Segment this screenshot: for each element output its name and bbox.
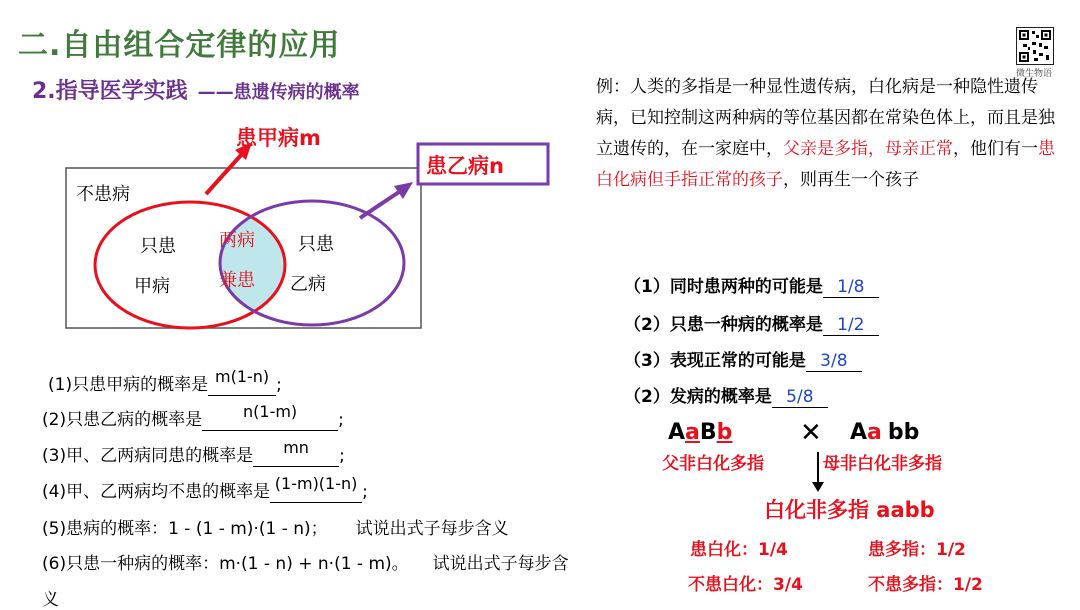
formula-5: (5)患病的概率：1 - (1 - m)·(1 - n)； 试说出式子每步含义: [42, 519, 509, 539]
arrow-b-head: [394, 182, 413, 199]
father-genotype: AaBb: [668, 420, 733, 445]
father-label: 父非白化多指: [662, 454, 764, 474]
outside-label: 不患病: [76, 184, 130, 205]
arrow-b-line: [360, 190, 402, 218]
left-question-2: (2)只患乙病的概率是 n(1-m) ;: [42, 402, 344, 430]
right-question-4: （2）发病的概率是 5/8: [624, 382, 828, 408]
only-a-line2: 甲病: [134, 276, 170, 297]
qr-caption: 微生物语: [1016, 69, 1053, 79]
callout-a: 患甲病m: [236, 126, 321, 150]
example-paragraph: 例：人类的多指是一种显性遗传病，白化病是一种隐性遗传病，已知控制这两种病的等位基因都在常染色体上，而且是独立遗传的，在一家庭中，父亲是多指，母亲正常，他们有一患白化病但手指正常的孩子，则再生一个孩子: [596, 77, 1055, 190]
qr-code-icon: [1016, 27, 1054, 65]
stat-polydactyly: 患多指：1/2: [868, 540, 966, 560]
both-line1: 两病: [219, 230, 255, 251]
down-arrow-icon: [810, 452, 826, 494]
formula-6: (6)只患一种病的概率：m·(1 - n) + n·(1 - m)。 试说出式子每步含: [42, 554, 569, 574]
left-question-4: (4)甲、乙两病均不患的概率是 (1-m)(1-n) ;: [42, 474, 368, 502]
right-question-3: （3）表现正常的可能是 3/8: [624, 346, 862, 372]
left-question-3: (3)甲、乙两病同患的概率是 mn ;: [42, 438, 345, 466]
stat-albinism: 患白化：1/4: [690, 540, 788, 560]
cross-sign-icon: ✕: [800, 418, 822, 448]
left-question-1: (1)只患甲病的概率是 m(1-n) ;: [48, 367, 282, 395]
subtitle-tail: ——患遗传病的概率: [197, 82, 360, 103]
child-genotype: 白化非多指 aabb: [764, 498, 935, 522]
callout-b: 患乙病n: [426, 154, 504, 178]
both-line2: 兼患: [219, 270, 255, 291]
only-b-line1: 只患: [298, 234, 334, 255]
stat-no-polydactyly: 不患多指：1/2: [868, 575, 983, 595]
only-a-line1: 只患: [140, 236, 176, 257]
arrow-a-line: [206, 154, 242, 194]
page-title: 二.自由组合定律的应用: [18, 28, 341, 63]
only-b-line2: 乙病: [290, 274, 326, 295]
right-question-1: （1）同时患两种的可能是 1/8: [624, 272, 879, 298]
mother-label: 母非白化非多指: [823, 454, 942, 474]
formula-6-tail: 义: [42, 590, 59, 610]
stat-no-albinism: 不患白化：3/4: [688, 575, 803, 595]
right-question-2: （2）只患一种病的概率是 1/2: [624, 310, 879, 336]
subtitle-main: 2.指导医学实践: [32, 79, 188, 104]
section-subtitle: [32, 74, 360, 105]
mother-genotype: Aa bb: [850, 420, 920, 445]
